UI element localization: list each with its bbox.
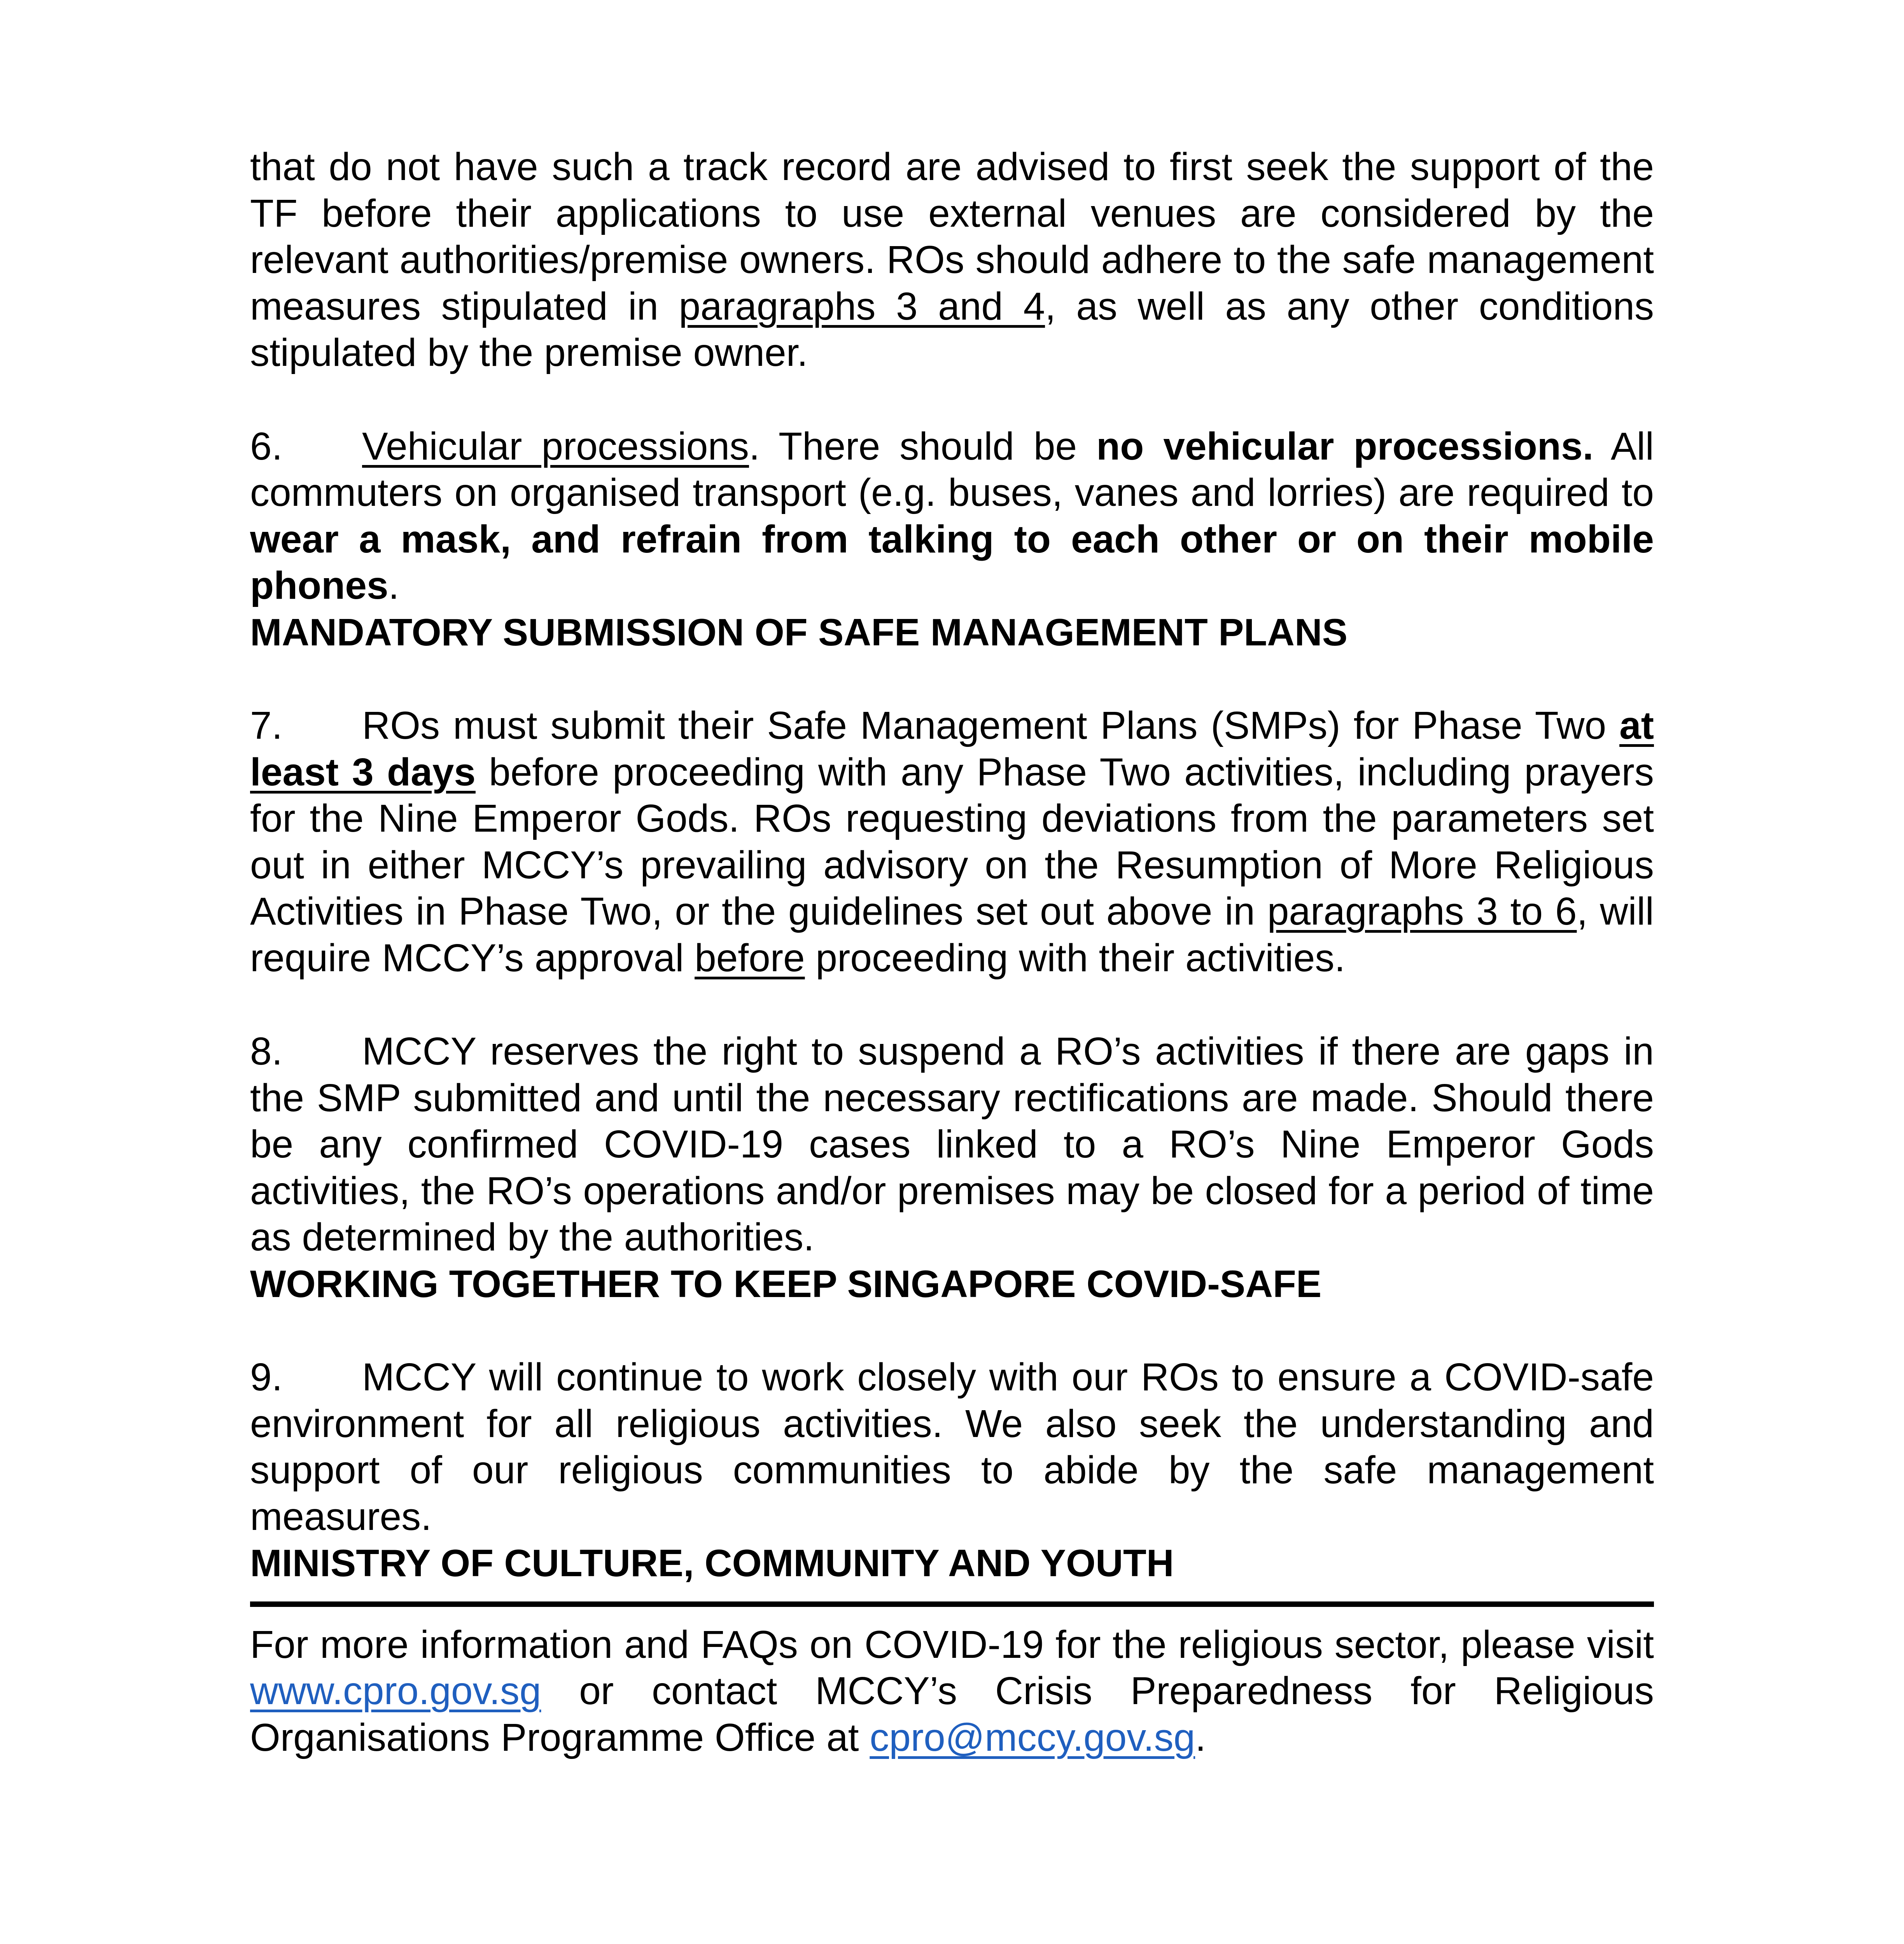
paragraph-6-title: Vehicular processions: [362, 424, 749, 468]
paragraph-intro-continuation: that do not have such a track record are advised to first seek the support of the TF before their applications to use external venues are considered by the relevant authorities/premise owners. ROs should adhere to the safe management measures stipulated in paragraphs 3 and 4, as well as any other conditions stipulated by the premise owner.: [250, 145, 1654, 374]
emphasis-text: no vehicular processions.: [1096, 424, 1594, 468]
paragraph-number: 6.: [250, 424, 283, 468]
section-heading-together: WORKING TOGETHER TO KEEP SINGAPORE COVID-SAFE: [250, 1262, 1322, 1305]
paragraph-6: 6. Vehicular processions. There should be no vehicular processions. All commuters on organised transport (e.g. buses, vanes and lorries) are required to wear a mask, and refrain from talking to each other or on their mobile phones.: [250, 423, 1654, 609]
paragraph-reference: paragraphs 3 and 4: [679, 284, 1045, 328]
cpro-email-link[interactable]: cpro@mccy.gov.sg: [870, 1715, 1195, 1759]
paragraph-number: 8.: [250, 1030, 283, 1073]
signature-heading-ministry: MINISTRY OF CULTURE, COMMUNITY AND YOUTH: [250, 1542, 1174, 1584]
paragraph-number: 7.: [250, 704, 283, 747]
horizontal-divider: [250, 1601, 1654, 1607]
paragraph-number: 9.: [250, 1355, 283, 1399]
paragraph-9: 9. MCCY will continue to work closely with our ROs to ensure a COVID-safe environment for all religious activities. We also seek the understanding and support of our religious communities to abide by the safe management measures.: [250, 1354, 1654, 1540]
paragraph-8: 8. MCCY reserves the right to suspend a RO’s activities if there are gaps in the SMP submitted and until the necessary rectifications are made. Should there be any confirmed COVID-19 cases linked to a RO’s Nine Emperor Gods activities, the RO’s operations and/or premises may be closed for a period of time as determined by the authorities.: [250, 1028, 1654, 1261]
section-heading-smp: MANDATORY SUBMISSION OF SAFE MANAGEMENT PLANS: [250, 610, 1348, 654]
emphasis-text: at least 3 days: [250, 704, 1654, 794]
emphasis-text: wear a mask, and refrain from talking to each other or on their mobile phones: [250, 517, 1654, 607]
cpro-website-link[interactable]: www.cpro.gov.sg: [250, 1669, 541, 1713]
paragraph-7: 7. ROs must submit their Safe Management Plans (SMPs) for Phase Two at least 3 days before proceeding with any Phase Two activities, including prayers for the Nine Emperor Gods. ROs requesting deviations from the parameters set out in either MCCY’s prevailing advisory on the Resumption of More Religious Activities in Phase Two, or the guidelines set out above in paragraphs 3 to 6, will require MCCY’s approval before proceeding with their activities.: [250, 703, 1654, 981]
footer-contact-paragraph: For more information and FAQs on COVID-19 for the religious sector, please visit www.cpro.gov.sg or contact MCCY’s Crisis Preparedness for Religious Organisations Programme Office at cpro@mccy.gov.sg.: [250, 1622, 1654, 1759]
paragraph-reference: paragraphs 3 to 6: [1267, 890, 1577, 933]
emphasis-text: before: [695, 936, 805, 980]
document-page: [250, 144, 1654, 1761]
